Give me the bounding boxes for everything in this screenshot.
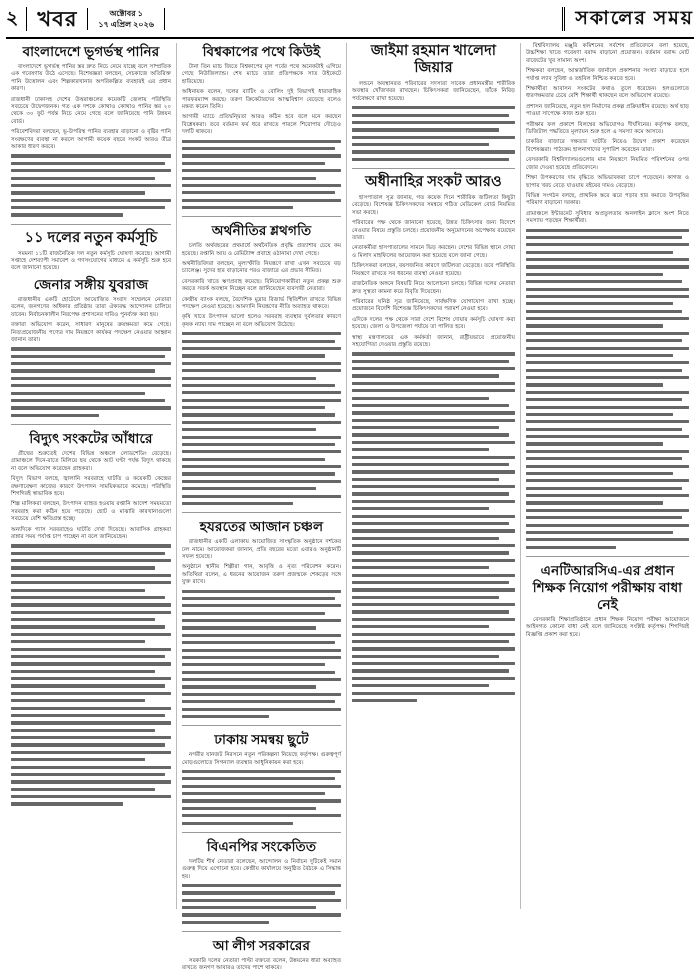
paragraph: পরিবারের পক্ষ থেকে জানানো হয়েছে, উন্নত চিকিৎসার জন্য বিদেশে নেওয়ার বিষয়ে প্রস্তুতি চলছে। প্রয়োজনীয় অনুমোদনের অপেক্ষায় রয়েছেন তারা। (352, 220, 516, 242)
article-headline: এনটিআরসিএ-এর প্রধান শিক্ষক নিয়োগ পরীক্ষায় বাধা নেই (526, 556, 689, 613)
text-filler (182, 590, 341, 719)
issue-info (87, 8, 165, 30)
newspaper-brand: সকালের সময় (562, 7, 694, 31)
text-filler (11, 544, 171, 805)
paragraph: অন্যদিকে গ্যাস সরবরাহেও ঘাটতি দেখা দিয়েছে। আবাসিক গ্রাহকরা রান্নার সময় পর্যাপ্ত চাপ পাচ্ছেন না বলে জানিয়েছেন। (11, 526, 172, 540)
article-headline: আ লীগ সরকারের (182, 931, 341, 954)
paragraph: রাজধানীর একটি হোটেলে আয়োজিত সংবাদ সম্মেলনে নেতারা বলেন, জনগণের অধিকার প্রতিষ্ঠায় তারা ঐক্যবদ্ধ আন্দোলন চালিয়ে যাবেন। নির্বাচনকালীন নিরপেক্ষ প্রশাসনের দাবিও পুনর্ব্যক্ত করা হয়। (11, 296, 172, 318)
article-body (182, 539, 341, 718)
paragraph: বক্তারা অভিযোগ করেন, সাধারণ মানুষের ক্রয়ক্ষমতা কমে গেছে। নিত্যপ্রয়োজনীয় পণ্যের দাম নিয়ন্ত্রণে কার্যকর পদক্ষেপ নেওয়ার আহ্বান জানান তারা। (11, 322, 172, 343)
paragraph: শিক্ষার্থীরা আবাসন সংকটের কথাও তুলে ধরেছেন। হলগুলোতে ধারণক্ষমতার চেয়ে বেশি শিক্ষার্থী থাকছেন বলে অভিযোগ রয়েছে। (526, 86, 690, 100)
column-3 (346, 43, 520, 909)
article-headline: বাংলাদেশে ভূগর্ভস্থ পানির (22, 44, 160, 59)
article-headline: ১১ দলের নতুন কর্মসূচি (11, 224, 171, 247)
text-filler (11, 347, 171, 417)
paragraph: অর্থনীতিবিদরা বলছেন, মূল্যস্ফীতি নিয়ন্ত্রণে রাখা এখন সবচেয়ে বড় চ্যালেঞ্জ। সুদের হার বাড়ানোর পরও বাজারে এর প্রভাব সীমিত। (182, 261, 342, 275)
text-filler (182, 884, 341, 924)
paragraph: শিক্ষকরা বলছেন, আন্তর্জাতিক জার্নালে প্রকাশনার সংখ্যা বাড়াতে হলে পর্যাপ্ত ল্যাব সুবিধা ও তহবিল নিশ্চিত করতে হবে। (526, 68, 690, 82)
paragraph: সরকারি দলের নেতারা পাল্টা বক্তব্যে বলেন, উন্নয়নের ধারা অব্যাহত রাখতে জনগণ আবারও তাদের পাশে থাকবে। (182, 958, 342, 972)
issue-line-2: ১৭ এপ্রিল ২০২৬ (98, 20, 154, 29)
article-body (352, 81, 515, 161)
article-headline: জেনার সঙ্গীয় যুবরাজ (33, 276, 149, 292)
article-headline: বিএনপির সংকেতিত (182, 832, 341, 855)
paragraph: সমমনা ১১টি রাজনৈতিক দল নতুন কর্মসূচি ঘোষণা করেছে। আগামী সপ্তাহে দেশব্যাপী সমাবেশ ও গণসংযোগের মাধ্যমে এ কর্মসূচি শুরু হবে বলে জানানো হয়েছে। (11, 250, 172, 272)
article-headline: ঢাকায় সমন্বয় ছুটে (182, 725, 341, 748)
paragraph: বেসরকারি খাতে ঋণপ্রবাহ কমেছে। বিনিয়োগকারীরা নতুন প্রকল্প শুরু করতে সতর্ক অবস্থান নিচ্ছেন বলে জানিয়েছেন ব্যবসায়ী নেতারা। (182, 278, 342, 293)
paragraph: গ্রীষ্মের শুরুতেই দেশের বিভিন্ন অঞ্চলে লোডশেডিং বেড়েছে। গ্রামাঞ্চলে দিনে-রাতে মিলিয়ে ছয় থেকে আট ঘণ্টা পর্যন্ত বিদ্যুৎ থাকছে না বলে অভিযোগ করেছেন গ্রাহকরা। (11, 450, 172, 472)
article-headline: অধীনাহির সংকট আরও (352, 168, 515, 191)
text-filler (182, 332, 341, 505)
page-number: ২ (6, 7, 27, 31)
paragraph: লন্ডনে অবস্থানরত পরিবারের সদস্যরা সাবেক প্রধানমন্ত্রীর শারীরিক অবস্থার খোঁজখবর রাখছেন। চিকিৎসকরা জানিয়েছেন, তাঁকে নিবিড় পর্যবেক্ষণে রাখা হয়েছে। (352, 81, 516, 102)
article-body (182, 64, 341, 209)
article-body (182, 243, 341, 505)
column-2 (176, 43, 346, 972)
text-filler (352, 106, 515, 161)
article-body (11, 251, 171, 273)
text-filler (182, 770, 341, 825)
paragraph: রাজনৈতিক অঙ্গনে বিষয়টি নিয়ে আলোচনা চলছে। বিভিন্ন দলের নেতারা দ্রুত সুস্থতা কামনা করে বিবৃতি দিয়েছেন। (352, 281, 516, 295)
paragraph: এদিকে দলের পক্ষ থেকে সারা দেশে বিশেষ দোয়ার কর্মসূচি ঘোষণা করা হয়েছে। জেলা ও উপজেলা পর্যায়ে তা পালিত হবে। (352, 316, 516, 331)
paragraph: পরিবেশবিদরা বলছেন, ভূ-উপরিস্থ পানির ব্যবহার বাড়ানো ও বৃষ্টির পানি সংরক্ষণের ব্যবস্থা না করলে আগামী কয়েক বছরে সংকট আরও তীব্র আকার ধারণ করবে। (11, 129, 172, 151)
section-title: খবর (37, 7, 78, 31)
paragraph: গ্রামাঞ্চলে ইন্টারনেট সুবিধার অপ্রতুলতায় অনলাইন ক্লাসে অংশ নিতে সমস্যায় পড়ছেন শিক্ষার্থীরা। (526, 210, 690, 225)
paragraph: বেসরকারি বিশ্ববিদ্যালয়গুলোর মান নিয়ন্ত্রণে নিয়মিত পরিদর্শনের ওপর জোর দেওয়া হয়েছে প্রতিবেদনে। (526, 157, 690, 171)
article-headline: অর্থনীতির শ্লথগতি (182, 216, 341, 239)
paragraph: টানা তিন ম্যাচ জিতে বিশ্বকাপের মূল পর্বের পথে অনেকটাই এগিয়ে গেছে নিউজিল্যান্ড। শেষ ম্যাচে তারা প্রতিপক্ষকে সাত উইকেটে হারিয়েছে। (182, 64, 342, 85)
paragraph: আগামী ম্যাচে প্রতিদ্বন্দ্বিতা আরও কঠিন হবে বলে মনে করছেন বিশ্লেষকরা। তবে বর্তমান ফর্ম ধরে রাখতে পারলে শিরোপার দৌড়েও দলটি থাকবে। (182, 114, 342, 136)
paragraph: কৃষি খাতে উৎপাদন ভালো হলেও সরবরাহ ব্যবস্থার দুর্বলতার কারণে কৃষক ন্যায্য দাম পাচ্ছেন না বলে অভিযোগ উঠেছে। (182, 314, 342, 328)
paragraph: বিভিন্ন সংগঠন বলছে, প্রাথমিক স্তরে ঝরে পড়ার হার কমাতে উপবৃত্তির পরিমাণ বাড়ানো দরকার। (526, 192, 690, 207)
paragraph: বিদ্যুৎ বিভাগ বলছে, জ্বালানি সরবরাহে ঘাটতি ও কয়েকটি কেন্দ্রের রক্ষণাবেক্ষণ কাজের কারণে উৎপাদন সাময়িকভাবে কমেছে। পরিস্থিতি শিগগিরই স্বাভাবিক হবে। (11, 476, 172, 497)
paragraph: চলতি অর্থবছরের প্রথমার্ধে অর্থনৈতিক প্রবৃদ্ধি প্রত্যাশার চেয়ে কম হয়েছে। রপ্তানি আয় ও রেমিট্যান্স প্রবাহে ওঠানামা দেখা গেছে। (182, 243, 342, 257)
article-body (182, 752, 341, 825)
paragraph: বাংলাদেশে ভূগর্ভস্থ পানির স্তর দ্রুত নিচে নেমে যাচ্ছে বলে সাম্প্রতিক এক গবেষণায় উঠে এসেছে। বিশেষজ্ঞরা বলছেন, সেচকাজে অতিরিক্ত পানি উত্তোলন এবং শিল্পকারখানার অপরিকল্পিত ব্যবহারই এর প্রধান কারণ। (11, 64, 172, 93)
column-container (6, 43, 694, 972)
paragraph: স্বাস্থ্য মন্ত্রণালয়ের এক কর্মকর্তা জানান, রাষ্ট্রীয়ভাবে প্রয়োজনীয় সহযোগিতা দেওয়ার প্রস্তুতি রয়েছে। (352, 334, 516, 348)
paragraph: প্রশাসন জানিয়েছে, নতুন হল নির্মাণের প্রকল্প প্রক্রিয়াধীন রয়েছে। অর্থ ছাড় পাওয়া সাপেক্ষে কাজ শুরু হবে। (526, 103, 690, 118)
article-headline: বিশ্বকাপের পথে কিউই (202, 44, 321, 59)
article-body (11, 297, 171, 417)
paragraph: চিকিৎসকরা বলছেন, বয়সজনিত কারণে জটিলতা বেড়েছে। তবে পরিস্থিতি নিয়ন্ত্রণে রাখতে সব ধরনের ব্যবস্থা নেওয়া হয়েছে। (352, 263, 516, 277)
text-filler (11, 154, 171, 216)
paragraph: নগরীর যানজট নিরসনে নতুন পরিকল্পনা নিয়েছে কর্তৃপক্ষ। গুরুত্বপূর্ণ মোড়গুলোতে সিগন্যাল ব্যবস্থার আধুনিকায়ন করা হবে। (182, 752, 342, 766)
paragraph: চাকরির বাজারে দক্ষতার ঘাটতি নিয়েও উদ্বেগ প্রকাশ করেছেন বিশেষজ্ঞরা। পাঠ্যক্রম হালনাগাদের সুপারিশ করেছেন তারা। (526, 139, 690, 153)
article-body (11, 64, 171, 217)
paragraph: রাজধানীর একটি এলাকায় আয়োজিত সাংস্কৃতিক অনুষ্ঠানে দর্শকের ঢল নামে। আয়োজকরা জানান, প্রতি বছরের মতো এবারও অনুষ্ঠানটি সফল হয়েছে। (182, 539, 342, 560)
article-body (526, 43, 689, 549)
paragraph: অনুষ্ঠানে স্থানীয় শিল্পীরা গান, আবৃত্তি ও নৃত্য পরিবেশন করেন। অতিথিরা বলেন, এ ধরনের আয়োজন তরুণ প্রজন্মকে শেকড়ের সঙ্গে যুক্ত রাখে। (182, 564, 342, 586)
text-filler (352, 352, 515, 702)
paragraph: পরিবারের ঘনিষ্ঠ সূত্র জানিয়েছে, সার্বক্ষণিক যোগাযোগ রাখা হচ্ছে। প্রয়োজনে বিদেশি বিশেষজ্ঞ চিকিৎসকদের পরামর্শ নেওয়া হবে। (352, 298, 516, 313)
paragraph: অধিনায়ক বলেন, দলের ব্যাটিং ও বোলিং দুই বিভাগই ধারাবাহিক পারফরম্যান্স করছে। তরুণ ক্রিকেটারদের আত্মবিশ্বাস বেড়েছে বলেও মন্তব্য করেন তিনি। (182, 89, 342, 111)
column-1 (6, 43, 176, 909)
article-body (11, 451, 171, 806)
issue-line-1: অক্টোবর ১ (109, 9, 143, 18)
paragraph: পরীক্ষার ফল প্রকাশে বিলম্বের অভিযোগও দীর্ঘদিনের। কর্তৃপক্ষ বলছে, ডিজিটাল পদ্ধতিতে মূল্যায়ন শুরু হলে এ সমস্যা কমে আসবে। (526, 121, 690, 136)
paragraph: নেতাকর্মীরা হাসপাতালের সামনে ভিড় করছেন। দেশের বিভিন্ন স্থানে দোয়া ও মিলাদ মাহফিলের আয়োজন করা হয়েছে বলে জানা গেছে। (352, 245, 516, 259)
masthead (6, 4, 694, 39)
paragraph: হাসপাতাল সূত্র জানায়, গত কয়েক দিনে শারীরিক জটিলতা কিছুটা বেড়েছে। বিশেষজ্ঞ চিকিৎসকদের সমন্বয়ে গঠিত মেডিকেল বোর্ড নিয়মিত সভা করছে। (352, 195, 516, 216)
paragraph: রাজধানী ঢাকাসহ দেশের উত্তরাঞ্চলের কয়েকটি জেলায় পরিস্থিতি সবচেয়ে উদ্বেগজনক। গত এক দশকে কোথাও কোথাও পানির স্তর ২০ থেকে ৩০ ফুট পর্যন্ত নিচে নেমে গেছে বলে জানিয়েছে পানি উন্নয়ন বোর্ড। (11, 96, 172, 125)
text-filler (182, 140, 341, 210)
article-body (526, 617, 689, 639)
paragraph: কেন্দ্রীয় ব্যাংক বলছে, বৈদেশিক মুদ্রার রিজার্ভ স্থিতিশীল রাখতে বিভিন্ন পদক্ষেপ নেওয়া হয়েছে। আমদানি নিয়ন্ত্রণের নীতি অব্যাহত থাকবে। (182, 296, 342, 311)
article-body (352, 195, 515, 702)
paragraph: শিক্ষা উপকরণের দাম বৃদ্ধিতে অভিভাবকরা চাপে পড়েছেন। কাগজ ও ছাপার খরচ বেড়ে যাওয়ায় বইয়ের দামও বেড়েছে। (526, 175, 690, 189)
article-headline: হযরতের আজান চঞ্চল (182, 512, 341, 535)
paragraph: দলটির শীর্ষ নেতারা বলেছেন, আন্দোলন ও নির্বাচন দুটিকেই সমান গুরুত্ব দিয়ে এগোনো হবে। কেন্দ্রীয় কার্যালয়ে অনুষ্ঠিত বৈঠকে এ সিদ্ধান্ত হয়। (182, 858, 342, 880)
paragraph: বেসরকারি শিক্ষাপ্রতিষ্ঠানে প্রধান শিক্ষক নিয়োগ পরীক্ষা আয়োজনে আইনগত কোনো বাধা নেই বলে জানিয়েছে সংশ্লিষ্ট কর্তৃপক্ষ। শিগগিরই বিজ্ঞপ্তি প্রকাশ করা হবে। (526, 616, 690, 638)
article-body (182, 958, 341, 973)
paragraph: শিল্প মালিকরা বলছেন, উৎপাদন ব্যাহত হওয়ায় রপ্তানি আদেশ সময়মতো সরবরাহ করা কঠিন হয়ে পড়েছে। ছোট ও মাঝারি কারখানাগুলো সবচেয়ে বেশি ক্ষতিগ্রস্ত হচ্ছে। (11, 501, 172, 523)
article-body (182, 859, 341, 924)
article-headline: জাইমা রহমান খালেদা জিয়ার (370, 43, 497, 76)
paragraph: বিশ্ববিদ্যালয় মঞ্জুরি কমিশনের সর্বশেষ প্রতিবেদনে বলা হয়েছে, উচ্চশিক্ষা খাতে গবেষণা বরাদ্দ বাড়ানো প্রয়োজন। বর্তমান বরাদ্দ মোট বাজেটের খুব সামান্য অংশ। (526, 43, 690, 64)
article-headline: বিদ্যুৎ সংকটের আঁধারে (11, 424, 171, 447)
column-4 (520, 43, 694, 909)
text-filler (526, 229, 689, 549)
